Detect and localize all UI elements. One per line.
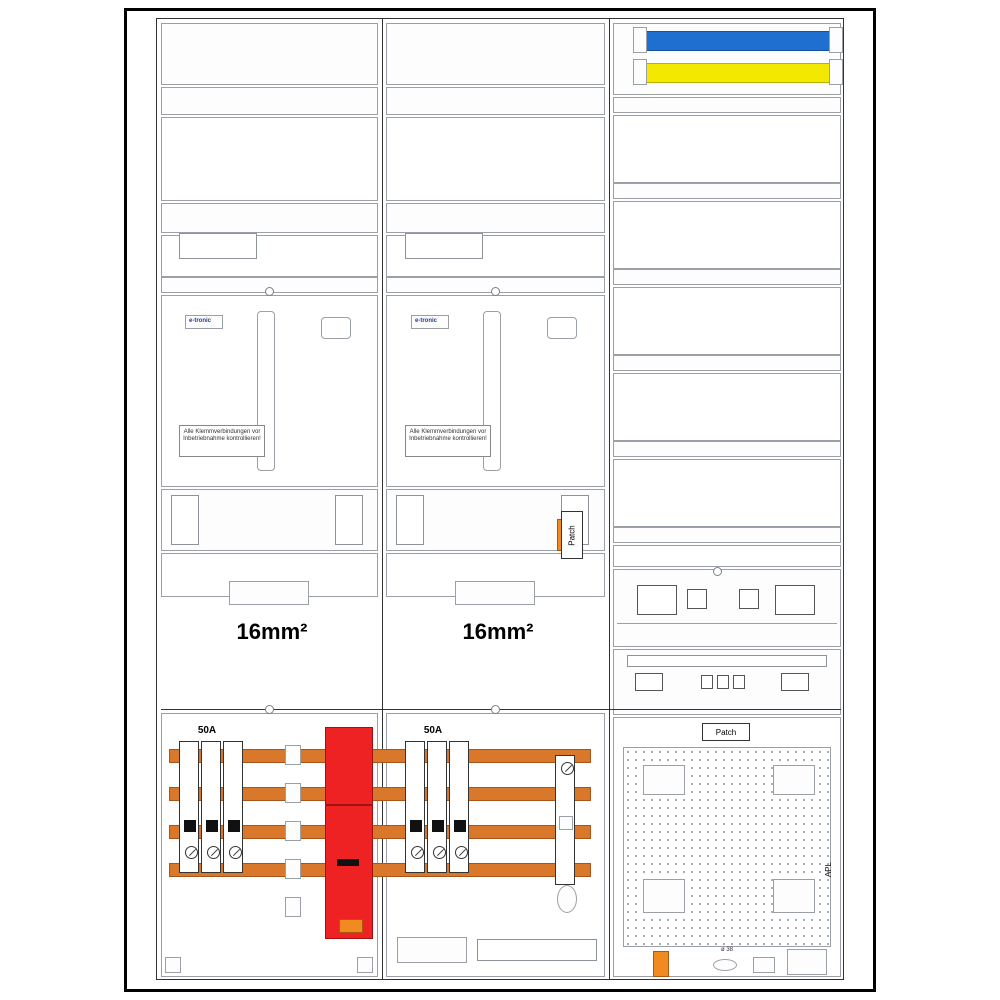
column-divider-2 (609, 19, 610, 979)
left-nameplate (229, 581, 309, 605)
breaker-left-pole-2[interactable] (201, 741, 221, 873)
rj45-port-8[interactable] (733, 675, 745, 689)
breaker-mid-pole-2-toggle[interactable] (432, 820, 444, 832)
apl-cable-gland (713, 959, 737, 971)
right-open-5 (613, 459, 841, 527)
busbar-clamp-5 (285, 897, 301, 917)
right-rail-a (613, 97, 841, 113)
right-open-2 (613, 201, 841, 269)
breaker-mid-pole-1[interactable] (405, 741, 425, 873)
rj45-port-6[interactable] (701, 675, 713, 689)
left-terminal-block (179, 233, 257, 259)
module-vent-strip (627, 655, 827, 667)
rj45-port-9[interactable] (781, 673, 809, 691)
mid-lower-term-a (396, 495, 424, 545)
left-lower-term-a (171, 495, 199, 545)
right-open-3 (613, 287, 841, 355)
breaker-rating-middle: 50A (423, 725, 443, 736)
left-warning-note (179, 425, 265, 457)
apl-mount-b (773, 765, 815, 795)
apl-mount-c (643, 879, 685, 913)
breaker-mid-pole-3-screw (455, 846, 468, 859)
apl-label: APL (824, 861, 834, 878)
right-rail-b (613, 183, 841, 199)
cable-label-left: 16mm² (236, 619, 308, 644)
apl-terminal-box (787, 949, 827, 975)
rj45-port-1[interactable] (637, 585, 677, 615)
left-top-rail-3 (161, 203, 378, 233)
measuring-device-window (559, 816, 573, 830)
left-warning-text: Alle Klemmverbindungen vor Inbetriebnahme kontrollieren! (183, 429, 261, 443)
breaker-left-pole-3-toggle[interactable] (228, 820, 240, 832)
mid-top-rail-2 (386, 87, 605, 115)
right-rail-f (613, 527, 841, 543)
breaker-rating-left: 50A (197, 725, 217, 736)
pe-busbar-endcap-right (829, 59, 843, 85)
rj45-port-2[interactable] (687, 589, 707, 609)
mid-warning-text: Alle Klemmverbindungen vor Inbetriebnahme kontrollieren! (409, 429, 487, 443)
rcd-toggle[interactable] (337, 859, 359, 866)
brand-label-mid: e-tronic (415, 318, 438, 324)
hinge-left-bottom (265, 705, 274, 714)
measuring-device-coil (557, 885, 577, 913)
pe-busbar-endcap-left (633, 59, 647, 85)
apl-orange-connector (653, 951, 669, 977)
n-busbar-endcap-left (633, 27, 647, 53)
busbar-clamp-3 (285, 821, 301, 841)
patch-label-box-lower (702, 723, 750, 741)
hinge-left-top (265, 287, 274, 296)
breaker-left-pole-1-screw (185, 846, 198, 859)
busbar-clamp-2 (285, 783, 301, 803)
cable-label-middle: 16mm² (462, 619, 534, 644)
mid-meter-window (547, 317, 577, 339)
breaker-mid-pole-3-toggle[interactable] (454, 820, 466, 832)
breaker-left-pole-2-screw (207, 846, 220, 859)
rj45-port-5[interactable] (635, 673, 663, 691)
rj45-port-3[interactable] (739, 589, 759, 609)
rj45-port-4[interactable] (775, 585, 815, 615)
apl-mount-d (773, 879, 815, 913)
measuring-device-screw (561, 762, 574, 775)
mid-warning-note (405, 425, 491, 457)
rcd-main-upper[interactable] (325, 727, 373, 805)
module-divider-1 (617, 623, 837, 624)
bottom-section-divider (161, 709, 841, 710)
right-open-6 (613, 545, 841, 567)
breaker-mid-pole-1-screw (411, 846, 424, 859)
left-meter-window (321, 317, 351, 339)
mid-top-rail-3 (386, 203, 605, 233)
mid-terminal-block (405, 233, 483, 259)
left-top-open-1 (161, 117, 378, 201)
mid-top-open-1 (386, 117, 605, 201)
breaker-left-pole-1-toggle[interactable] (184, 820, 196, 832)
breaker-left-pole-3-screw (229, 846, 242, 859)
left-bottom-screw (165, 957, 181, 973)
left-top-rail-1 (161, 23, 378, 85)
n-busbar-endcap-right (829, 27, 843, 53)
patch-label-lower: Patch (715, 727, 737, 737)
cabinet-body (156, 18, 844, 980)
busbar-clamp-4 (285, 859, 301, 879)
apl-small-box (753, 957, 775, 973)
breaker-mid-pole-2-screw (433, 846, 446, 859)
module-screw-top (713, 567, 722, 576)
hinge-mid-top (491, 287, 500, 296)
measuring-device[interactable] (555, 755, 575, 885)
breaker-mid-pole-2[interactable] (427, 741, 447, 873)
brand-label-left: e-tronic (189, 318, 212, 324)
left-top-rail-2 (161, 87, 378, 115)
patch-label-upper: Patch (567, 524, 577, 546)
left-lower-term-b (335, 495, 363, 545)
diameter-note: ø 38 (720, 947, 733, 953)
breaker-left-pole-1[interactable] (179, 741, 199, 873)
rcd-terminal-orange (339, 919, 363, 933)
breaker-mid-pole-1-toggle[interactable] (410, 820, 422, 832)
breaker-mid-pole-3[interactable] (449, 741, 469, 873)
rj45-port-7[interactable] (717, 675, 729, 689)
n-busbar-blue (643, 31, 835, 51)
apl-mount-a (643, 765, 685, 795)
breaker-left-pole-3[interactable] (223, 741, 243, 873)
hinge-mid-bottom (491, 705, 500, 714)
bottom-terminal-strip (477, 939, 597, 961)
bottom-bracket (397, 937, 467, 963)
right-rail-d (613, 355, 841, 371)
left-bottom-screw-2 (357, 957, 373, 973)
mid-nameplate (455, 581, 535, 605)
right-rail-c (613, 269, 841, 285)
right-rail-e (613, 441, 841, 457)
busbar-clamp-1 (285, 745, 301, 765)
mid-top-rail-1 (386, 23, 605, 85)
right-open-1 (613, 115, 841, 183)
breaker-left-pole-2-toggle[interactable] (206, 820, 218, 832)
right-open-4 (613, 373, 841, 441)
patch-label-box-upper (561, 511, 583, 559)
pe-busbar-yellow (643, 63, 835, 83)
